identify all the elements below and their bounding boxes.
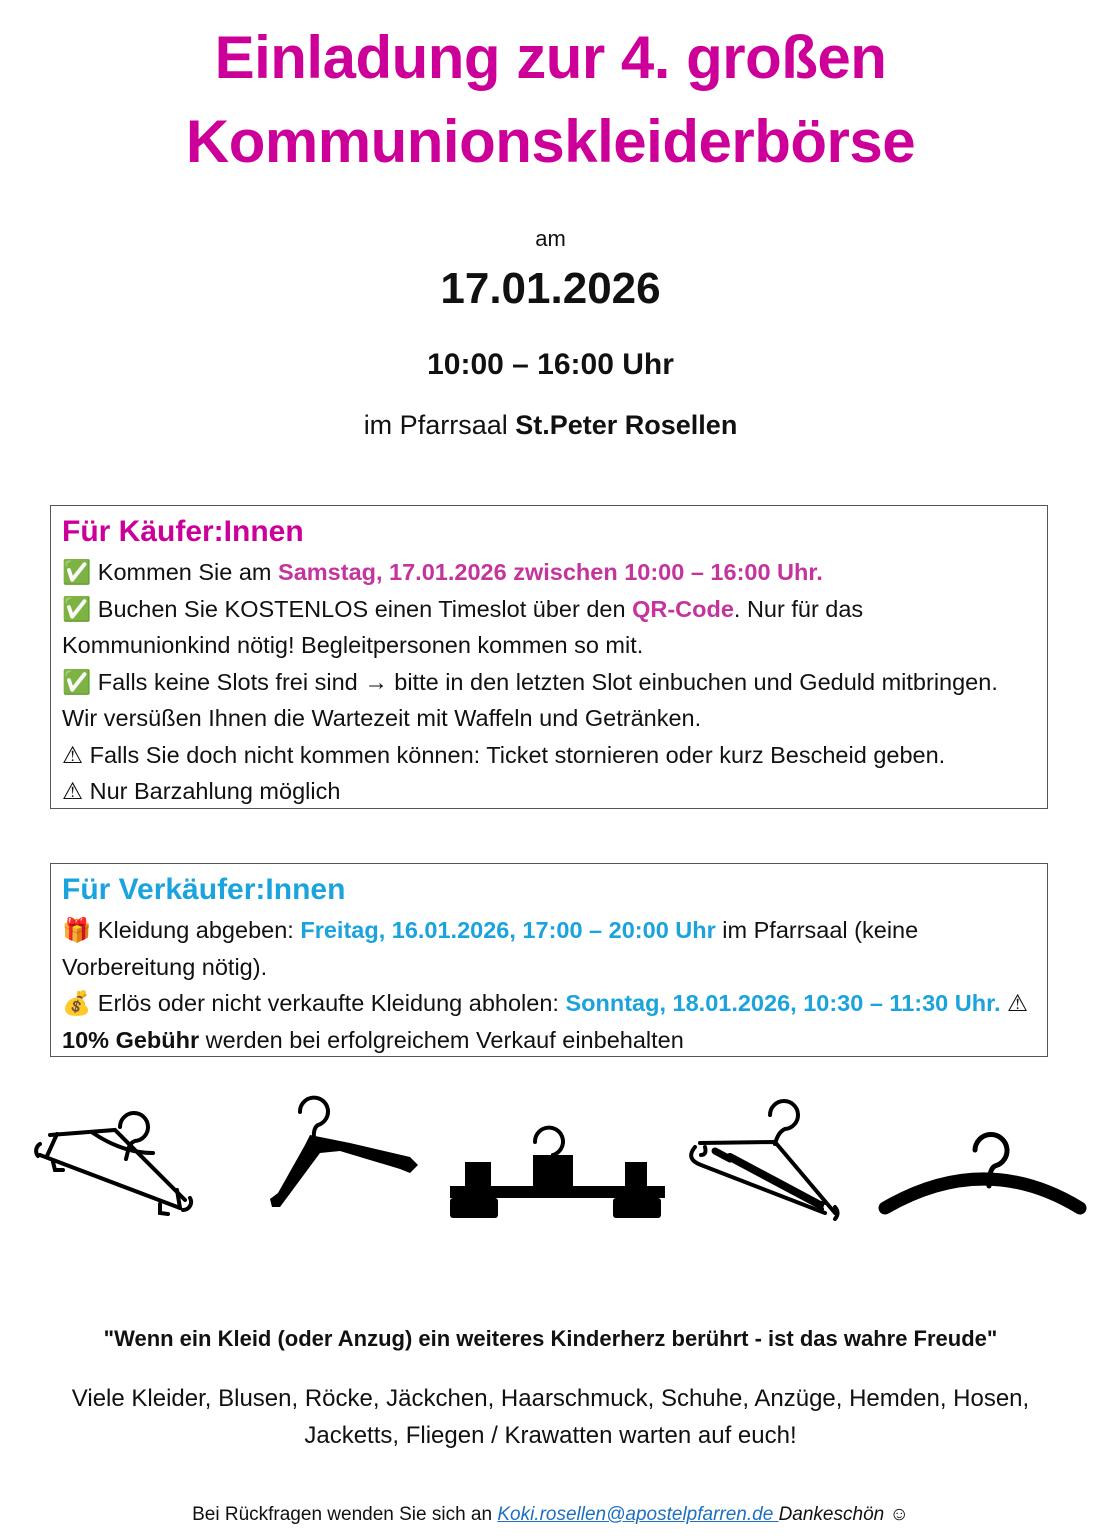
check-icon: ✅: [62, 668, 92, 695]
sellers-item: 🎁 Kleidung abgeben: Freitag, 16.01.2026, 17:00 – 20:00 Uhr im Pfarrsaal (keine Vorbereitung nötig).: [62, 917, 919, 980]
sellers-heading: Für Verkäufer:Innen: [62, 873, 346, 906]
date-prefix: am: [535, 226, 566, 251]
buyers-item: ⚠ Nur Barzahlung möglich: [62, 778, 341, 804]
check-icon: ✅: [62, 595, 92, 622]
sellers-item: 💰 Erlös oder nicht verkaufte Kleidung abholen: Sonntag, 18.01.2026, 10:30 – 11:30 Uhr. ⚠ 10% Gebühr werden bei erfolgreichem Verkauf einbehalten: [62, 990, 1029, 1053]
footer-contact: [0, 1504, 1101, 1526]
dropoff-date-highlight: Freitag, 16.01.2026, 17:00 – 20:00 Uhr: [300, 917, 716, 943]
hanger-icon: [15, 1100, 200, 1225]
hanger-icon: [675, 1095, 855, 1225]
items-list-text: Viele Kleider, Blusen, Röcke, Jäckchen, Haarschmuck, Schuhe, Anzüge, Hemden, Hosen, Jacketts, Fliegen / Krawatten warten auf euch!: [71, 1385, 1030, 1449]
buyers-item: ✅ Falls keine Slots frei sind → bitte in den letzten Slot einbuchen und Geduld mitbringen. Wir versüßen Ihnen die Wartezeit mit Waffeln und Getränken.: [62, 668, 998, 731]
warning-icon: ⚠: [62, 778, 84, 804]
money-bag-icon: 💰: [62, 990, 92, 1016]
venue-prefix: im Pfarrsaal: [363, 410, 516, 440]
hanger-icon: [260, 1095, 420, 1220]
date-highlight: Samstag, 17.01.2026 zwischen 10:00 – 16:00 Uhr.: [278, 559, 823, 585]
pickup-date-highlight: Sonntag, 18.01.2026, 10:30 – 11:30 Uhr.: [565, 990, 1001, 1016]
title-line-1: Einladung zur 4. großen: [214, 24, 887, 91]
hanger-illustrations: [0, 1090, 1101, 1230]
hanger-icon: [445, 1102, 670, 1227]
sellers-info-box: [50, 863, 1048, 1057]
qr-code-highlight: QR-Code: [632, 595, 734, 622]
warning-icon: ⚠: [1007, 990, 1029, 1016]
buyers-item: ✅ Buchen Sie KOSTENLOS einen Timeslot über den QR-Code. Nur für das Kommunionkind nötig! Begleitpersonen kommen so mit.: [62, 595, 864, 658]
hanger-icon: [875, 1120, 1090, 1230]
buyers-item: ✅ Kommen Sie am Samstag, 17.01.2026 zwischen 10:00 – 16:00 Uhr.: [62, 559, 823, 585]
page-title: [0, 16, 1101, 184]
buyers-heading: Für Käufer:Innen: [62, 515, 304, 548]
buyers-info-box: [50, 505, 1048, 809]
event-date: 17.01.2026: [440, 264, 661, 313]
quote: "Wenn ein Kleid (oder Anzug) ein weiteres Kinderherz berührt - ist das wahre Freude": [103, 1326, 998, 1351]
gift-icon: 🎁: [62, 917, 92, 943]
event-venue: [0, 410, 1101, 441]
email-link[interactable]: Koki.rosellen@apostelpfarren.de: [497, 1504, 779, 1525]
warning-icon: ⚠: [62, 741, 84, 768]
venue-name: St.Peter Rosellen: [515, 410, 738, 440]
check-icon: ✅: [62, 559, 92, 585]
event-time: 10:00 – 16:00 Uhr: [427, 348, 674, 381]
thanks-text: Dankeschön ☺: [778, 1504, 909, 1525]
title-line-2: Kommunionskleiderbörse: [185, 108, 916, 175]
buyers-item: ⚠ Falls Sie doch nicht kommen können: Ticket stornieren oder kurz Bescheid geben.: [62, 741, 946, 768]
footer-prefix: Bei Rückfragen wenden Sie sich an: [192, 1504, 498, 1525]
fee-label: 10% Gebühr: [62, 1026, 200, 1053]
